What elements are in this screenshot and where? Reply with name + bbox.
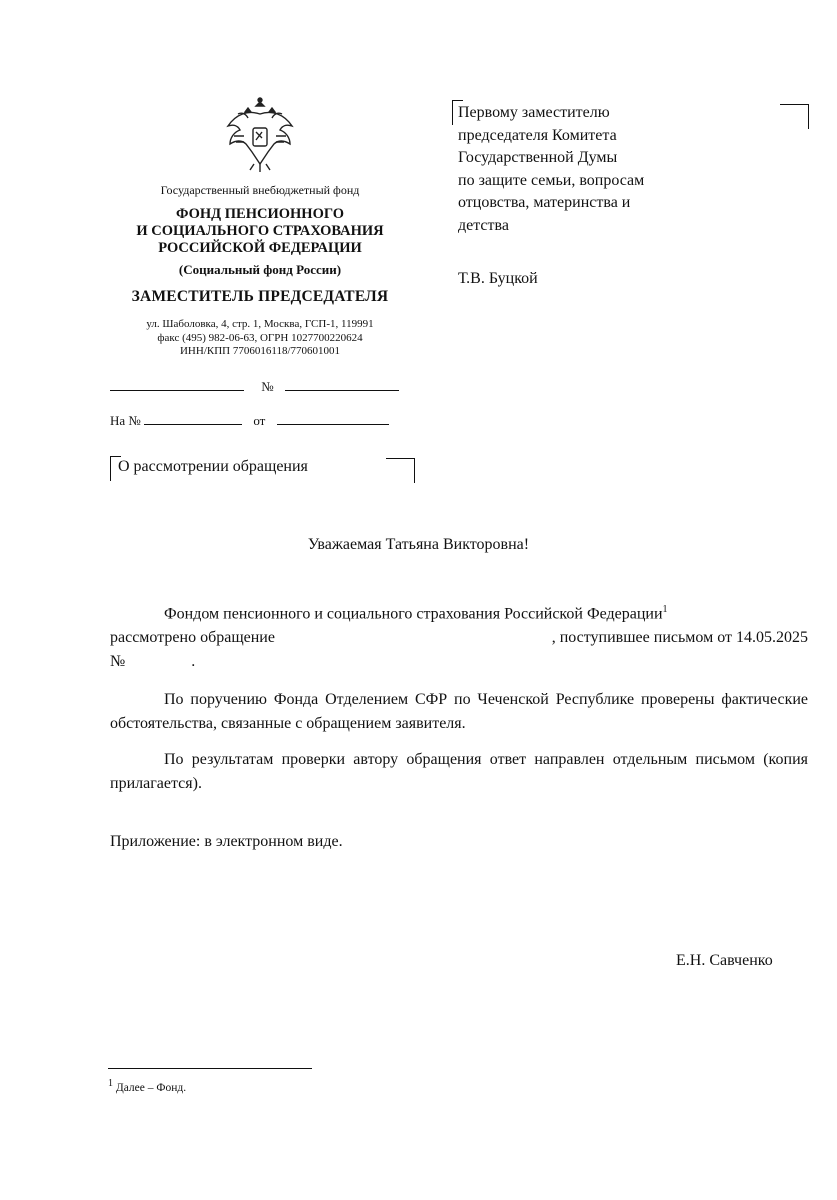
subject-bracket-right bbox=[386, 458, 415, 483]
date-blank bbox=[110, 378, 244, 391]
body-paragraph-3: По результатам проверки автору обращения ответ направлен отдельным письмом (копия прилагается). bbox=[110, 751, 808, 792]
sender-position: ЗАМЕСТИТЕЛЬ ПРЕДСЕДАТЕЛЯ bbox=[131, 288, 389, 305]
registration-number-line: № bbox=[110, 378, 410, 395]
reply-number-blank bbox=[144, 412, 242, 425]
letter-subject: О рассмотрении обращения bbox=[118, 458, 308, 475]
addressee-bracket-right bbox=[780, 104, 809, 129]
reply-date-blank bbox=[277, 412, 389, 425]
org-address: ул. Шаболовка, 4, стр. 1, Москва, ГСП-1, 119991 факс (495) 982-06-63, ОГРН 1027700220624 ИНН/КПП 7706016118/770601001 bbox=[146, 318, 374, 357]
footnote-divider bbox=[108, 1068, 312, 1069]
body-paragraph-2: По поручению Фонда Отделением СФР по Чеченской Республике проверены фактические обстоятельства, связанные с обращением заявителя. bbox=[110, 691, 808, 732]
addressee-name: Т.В. Буцкой bbox=[458, 270, 538, 287]
addressee-block: Первому заместителю председателя Комитета Государственной Думы по защите семьи, вопросам отцовства, материнства и детства bbox=[458, 104, 645, 234]
reply-reference-line: На № от bbox=[110, 412, 410, 429]
signatory-name: Е.Н. Савченко bbox=[676, 952, 773, 969]
org-short-name: (Социальный фонд России) bbox=[178, 262, 342, 277]
attachment-note: Приложение: в электронном виде. bbox=[110, 833, 343, 850]
coat-of-arms-emblem bbox=[218, 92, 302, 176]
body-paragraph-1: Фондом пенсионного и социального страхования Российской Федерации$^1$ рассмотрено обращение , поступившее письмом от 14.05.2025 № . bbox=[110, 604, 808, 671]
footnote: $^1$ Далее – Фонд. bbox=[108, 1078, 187, 1094]
org-type: Государственный внебюджетный фонд bbox=[160, 183, 360, 197]
number-blank bbox=[285, 378, 399, 391]
greeting: Уважаемая Татьяна Викторовна! bbox=[307, 536, 530, 553]
footnote-ref: 1 bbox=[662, 604, 668, 615]
org-name: ФОНД ПЕНСИОННОГО И СОЦИАЛЬНОГО СТРАХОВАНИЯ РОССИЙСКОЙ ФЕДЕРАЦИИ bbox=[136, 206, 384, 256]
